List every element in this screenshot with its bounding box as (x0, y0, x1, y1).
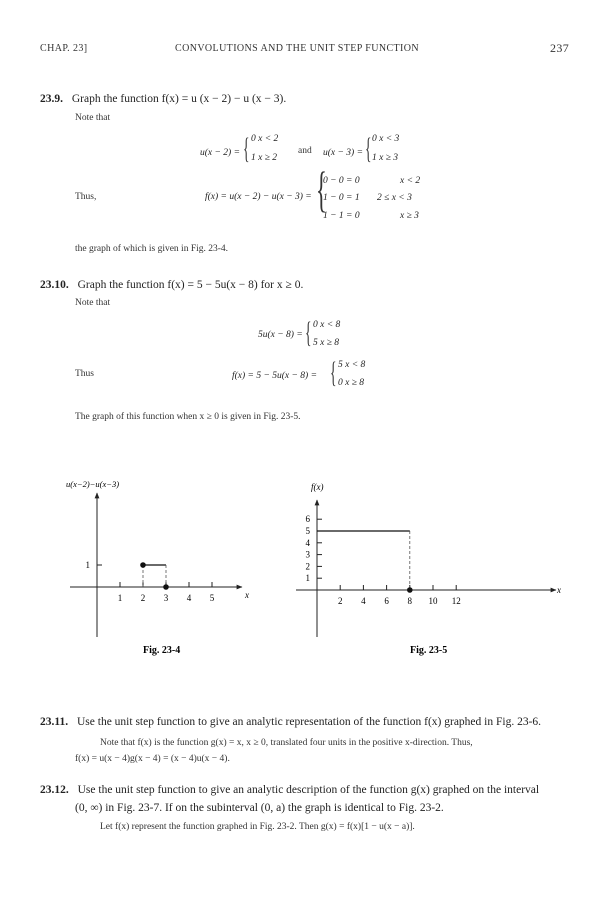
problem-number: 23.9. (40, 93, 63, 105)
f10-lhs: f(x) = 5 − 5u(x − 8) = (232, 371, 317, 381)
u8-case2: 5 x ≥ 8 (313, 338, 340, 348)
note-text: Note that (75, 113, 111, 123)
page-number: 237 (550, 41, 570, 55)
problem-number: 23.12. (40, 784, 69, 796)
after-text: The graph of this function when x ≥ 0 is given in Fig. 23-5. (75, 412, 301, 422)
f10-case1: 5 x < 8 (338, 360, 366, 370)
u2-lhs: u(x − 2) = (200, 148, 240, 158)
brace: { (243, 132, 250, 165)
x-tick-label: 4 (361, 596, 366, 606)
u2-case2: 1 x ≥ 2 (251, 153, 278, 163)
after-text: the graph of which is given in Fig. 23-4. (75, 244, 229, 254)
fig-23-5-plot (296, 482, 561, 637)
u8-lhs: 5u(x − 8) = (258, 330, 303, 340)
y-tick-label: 6 (305, 514, 310, 525)
fig4-y-label: u(x−2)−u(x−3) (66, 479, 120, 489)
fig5-x-label: x (557, 585, 561, 595)
fig-23-4-plot (66, 479, 249, 637)
thus-word: Thus, (75, 192, 97, 202)
x-tick-label: 3 (163, 593, 169, 603)
u3-case2: 1 x ≥ 3 (372, 153, 399, 163)
f-lhs: f(x) = u(x − 2) − u(x − 3) = (205, 192, 312, 202)
y-tick-label: 2 (305, 561, 310, 572)
problem-statement-line-1: Use the unit step function to give an analytic description of the function g(x) graphed on the interval (77, 784, 540, 796)
note-line-1: Note that f(x) is the function g(x) = x, x ≥ 0, translated four units in the positive x-direction. Thus, (100, 738, 473, 748)
problem-statement: Graph the function f(x) = 5 − 5u(x − 8) for x ≥ 0. (77, 279, 304, 291)
problem-23-12 (40, 784, 539, 796)
fig-23-5-caption: Fig. 23-5 (410, 645, 448, 656)
brace: { (316, 161, 327, 217)
u2-case1: 0 x < 2 (251, 134, 279, 144)
y-tick-label: 1 (305, 573, 310, 584)
f-case1-cond: x < 2 (400, 176, 421, 186)
x-tick-label: 5 (209, 593, 215, 603)
y-tick-label: 3 (305, 549, 310, 560)
note-text: Note that (75, 298, 111, 308)
x-tick-label: 2 (140, 593, 146, 603)
u3-lhs: u(x − 3) = (323, 148, 363, 158)
thus-word: Thus (75, 369, 94, 379)
fig-23-4-caption: Fig. 23-4 (143, 645, 181, 656)
brace: { (330, 356, 337, 389)
fig5-y-label: f(x) (311, 482, 324, 492)
y-tick-label: 5 (305, 526, 310, 536)
f-case3-expr: 1 − 1 = 0 (323, 211, 360, 221)
f-case3-cond: x ≥ 3 (400, 211, 419, 221)
header-chapter: CHAP. 23] (40, 43, 88, 54)
problem-statement-line-2: (0, ∞) in Fig. 23-7. If on the subinterval (0, a) the graph is identical to Fig. 23-2. (75, 802, 444, 814)
problem-23-11 (40, 716, 541, 728)
filled-point (163, 584, 169, 590)
x-tick-label: 8 (407, 596, 413, 606)
x-tick-label: 4 (186, 593, 192, 603)
note-line-2: f(x) = u(x − 4)g(x − 4) = (x − 4)u(x − 4). (75, 754, 230, 764)
x-tick-label: 10 (428, 596, 438, 606)
y-tick-label: 4 (305, 537, 310, 548)
f-case1-expr: 0 − 0 = 0 (323, 176, 360, 186)
f10-case2: 0 x ≥ 8 (338, 378, 365, 388)
u3-case1: 0 x < 3 (372, 134, 400, 144)
x-tick-label: 12 (451, 596, 461, 606)
problem-statement: Graph the function f(x) = u (x − 2) − u (x − 3). (71, 93, 287, 105)
filled-point (407, 587, 413, 593)
header-title: CONVOLUTIONS AND THE UNIT STEP FUNCTION (175, 43, 420, 54)
brace: { (305, 316, 312, 349)
x-tick-label: 1 (117, 593, 123, 603)
u8-case1: 0 x < 8 (313, 320, 341, 330)
f-case2-cond: 2 ≤ x < 3 (377, 193, 412, 203)
problem-statement: Use the unit step function to give an analytic representation of the function f(x) graphed in Fig. 23-6. (77, 716, 542, 728)
note-text: Let f(x) represent the function graphed in Fig. 23-2. Then g(x) = f(x)[1 − u(x − a)]. (100, 822, 415, 832)
problem-number: 23.10. (40, 279, 69, 291)
y-tick-label: 1 (85, 560, 90, 570)
fig4-x-label: x (245, 590, 249, 600)
x-tick-label: 6 (384, 596, 389, 606)
and-word: and (298, 146, 312, 156)
f-case2-expr: 1 − 0 = 1 (323, 193, 360, 203)
filled-point (140, 562, 146, 568)
brace: { (365, 132, 372, 165)
problem-number: 23.11. (40, 716, 69, 728)
x-tick-label: 2 (337, 596, 343, 606)
